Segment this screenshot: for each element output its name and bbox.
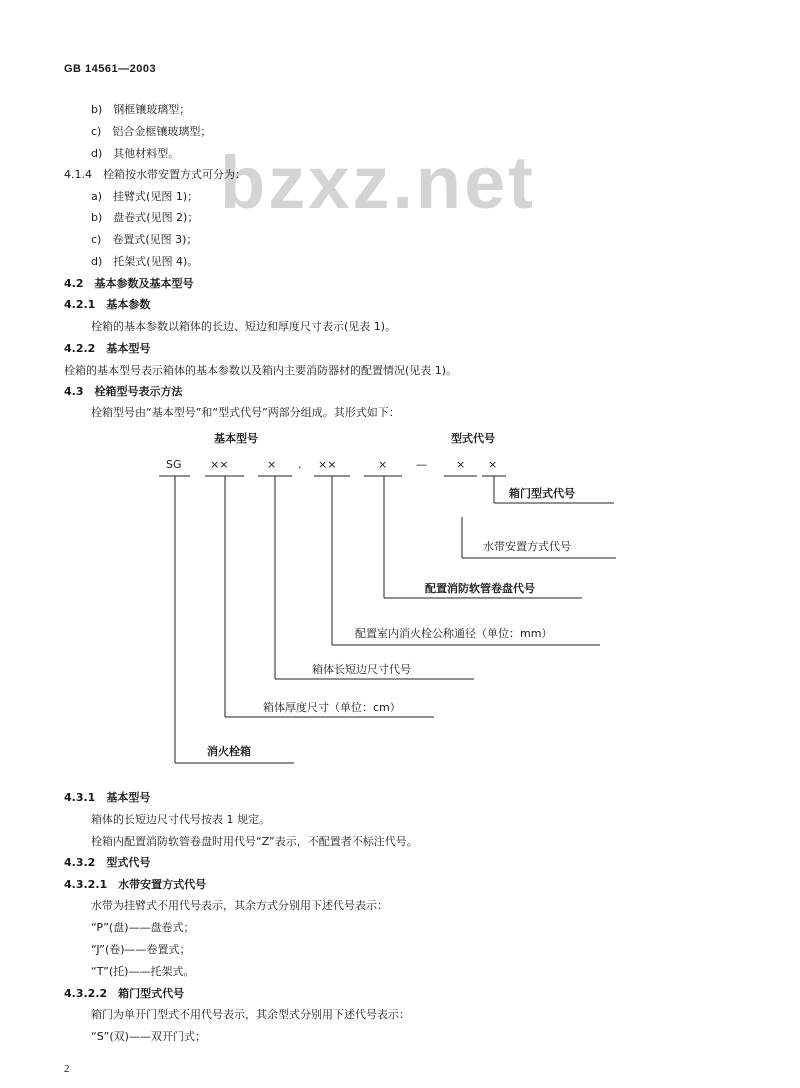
list-item: d) 其他材料型。 xyxy=(91,147,180,160)
list-item: d) 托架式(见图 4)。 xyxy=(91,255,199,268)
section-heading: 4.3.1 基本型号 xyxy=(64,791,151,804)
code-x2: × xyxy=(378,458,388,471)
label-reel: 配置消防软管卷盘代号 xyxy=(425,582,535,595)
label-hose-placement: 水带安置方式代号 xyxy=(483,540,571,553)
label-depth: 箱体厚度尺寸（单位：cm） xyxy=(263,701,401,714)
code-sg: SG xyxy=(166,458,182,471)
label-door-type: 箱门型式代号 xyxy=(509,487,575,500)
code-xx2: ×× xyxy=(318,458,337,471)
code-x1: × xyxy=(267,458,277,471)
section-heading: 4.3.2 型式代号 xyxy=(64,856,151,869)
paragraph: 水带为挂臂式不用代号表示，其余方式分别用下述代号表示： xyxy=(91,899,388,912)
list-item: b) 钢框镶玻璃型； xyxy=(91,103,191,116)
code-xx1: ×× xyxy=(210,458,229,471)
section-heading: 4.3.2.2 箱门型式代号 xyxy=(64,987,185,1000)
section-heading: 4.2.2 基本型号 xyxy=(64,342,151,355)
section-heading: 4.3.2.1 水带安置方式代号 xyxy=(64,878,207,891)
list-item: “P”(盘)——盘卷式； xyxy=(91,921,195,934)
group-label-basic: 基本型号 xyxy=(214,432,258,445)
code-x3: × xyxy=(456,458,466,471)
list-item: c) 卷置式(见图 3)； xyxy=(91,233,198,246)
paragraph: 栓箱的基本型号表示箱体的基本参数以及箱内主要消防器材的配置情况(见表 1)。 xyxy=(64,364,458,377)
label-hydrant-diameter: 配置室内消火栓公称通径（单位：mm） xyxy=(355,627,553,640)
standard-number: GB 14561—2003 xyxy=(64,63,157,75)
list-item: b) 盘卷式(见图 2)； xyxy=(91,211,199,224)
page-number: 2 xyxy=(64,1063,70,1075)
list-item: “S”(双)——双开门式； xyxy=(91,1030,206,1043)
paragraph: 栓箱型号由“基本型号”和“型式代号”两部分组成。其形式如下： xyxy=(91,406,400,419)
clause-heading: 4.1.4 栓箱按水带安置方式可分为： xyxy=(64,168,246,181)
label-size-code: 箱体长短边尺寸代号 xyxy=(312,663,411,676)
label-hydrant-box: 消火栓箱 xyxy=(207,745,251,758)
section-heading: 4.3 栓箱型号表示方法 xyxy=(64,385,183,398)
paragraph: 栓箱内配置消防软管卷盘时用代号“Z”表示，不配置者不标注代号。 xyxy=(91,835,418,848)
list-item: c) 铝合金框镶玻璃型； xyxy=(91,125,212,138)
paragraph: 栓箱的基本参数以箱体的长边、短边和厚度尺寸表示(见表 1)。 xyxy=(91,320,397,333)
code-x4: × xyxy=(488,458,498,471)
list-item: “T”(托)——托架式。 xyxy=(91,965,195,978)
list-item: a) 挂臂式(见图 1)； xyxy=(91,190,199,203)
code-dash: — xyxy=(416,458,427,471)
group-label-type: 型式代号 xyxy=(451,432,495,445)
watermark: bzxz.net xyxy=(220,141,536,224)
paragraph: 箱体的长短边尺寸代号按表 1 规定。 xyxy=(91,813,270,826)
section-heading: 4.2.1 基本参数 xyxy=(64,298,151,311)
list-item: “J”(卷)——卷置式； xyxy=(91,943,191,956)
code-dot: . xyxy=(298,458,302,471)
paragraph: 箱门为单开门型式不用代号表示，其余型式分别用下述代号表示： xyxy=(91,1008,410,1021)
section-heading: 4.2 基本参数及基本型号 xyxy=(64,277,194,290)
